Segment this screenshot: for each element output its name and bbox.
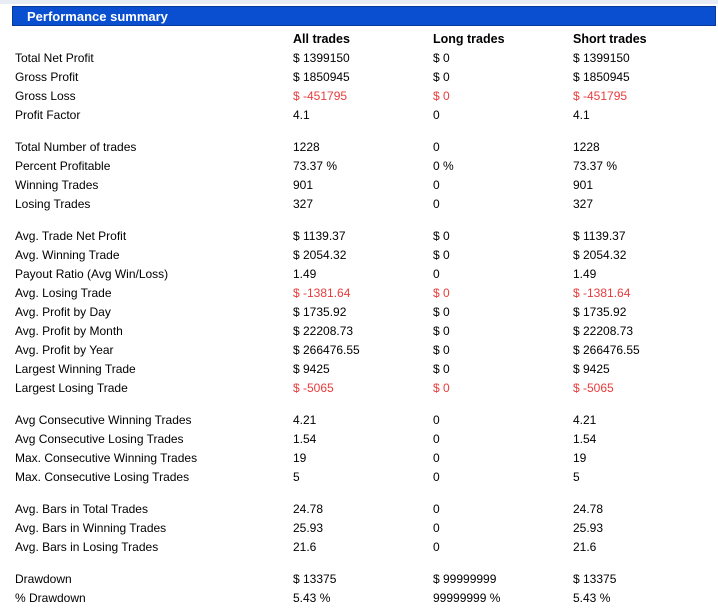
value-long-trades: 0 % xyxy=(433,159,454,173)
value-all-trades: $ 9425 xyxy=(293,362,330,376)
row-label: Avg. Bars in Losing Trades xyxy=(15,540,159,554)
row-label: Winning Trades xyxy=(15,178,99,192)
table-row xyxy=(0,411,718,430)
value-long-trades: 0 xyxy=(433,108,440,122)
value-all-trades: 5.43 % xyxy=(293,591,331,605)
value-short-trades: 901 xyxy=(573,178,594,192)
row-label: Payout Ratio (Avg Win/Loss) xyxy=(15,267,169,281)
table-row xyxy=(0,379,718,398)
value-all-trades: 19 xyxy=(293,451,307,465)
value-all-trades: 24.78 xyxy=(293,502,324,516)
value-short-trades: 25.93 xyxy=(573,521,604,535)
table-row xyxy=(0,157,718,176)
row-label: Avg Consecutive Winning Trades xyxy=(15,413,192,427)
table-row xyxy=(0,265,718,284)
value-short-trades: 73.37 % xyxy=(573,159,618,173)
value-long-trades: 0 xyxy=(433,432,440,446)
table-row xyxy=(0,303,718,322)
row-label: Gross Loss xyxy=(15,89,76,103)
table-row xyxy=(0,360,718,379)
table-row xyxy=(0,519,718,538)
value-all-trades: 1228 xyxy=(293,140,320,154)
row-label: Max. Consecutive Losing Trades xyxy=(15,470,190,484)
row-label: Total Number of trades xyxy=(15,140,137,154)
value-short-trades: $ 1735.92 xyxy=(573,305,627,319)
value-long-trades: $ 0 xyxy=(433,381,450,395)
table-row xyxy=(0,538,718,557)
value-long-trades: $ 0 xyxy=(433,343,450,357)
value-long-trades: 99999999 % xyxy=(433,591,501,605)
table-row xyxy=(0,500,718,519)
value-all-trades: $ 13375 xyxy=(293,572,337,586)
table-row xyxy=(0,246,718,265)
table-row xyxy=(0,176,718,195)
value-long-trades: 0 xyxy=(433,470,440,484)
value-short-trades: 19 xyxy=(573,451,587,465)
value-all-trades: $ 2054.32 xyxy=(293,248,347,262)
value-long-trades: $ 0 xyxy=(433,305,450,319)
table-row xyxy=(0,468,718,487)
value-long-trades: $ 0 xyxy=(433,362,450,376)
value-long-trades: $ 0 xyxy=(433,229,450,243)
row-label: Avg. Profit by Day xyxy=(15,305,111,319)
table-row xyxy=(0,449,718,468)
row-label: Profit Factor xyxy=(15,108,81,122)
value-short-trades: 4.1 xyxy=(573,108,590,122)
row-label: Avg. Profit by Year xyxy=(15,343,114,357)
value-long-trades: $ 0 xyxy=(433,70,450,84)
table-row xyxy=(0,49,718,68)
value-short-trades: $ 1850945 xyxy=(573,70,630,84)
value-short-trades: $ -451795 xyxy=(573,89,628,103)
value-all-trades: $ -5065 xyxy=(293,381,334,395)
section-title: Performance summary xyxy=(27,9,168,24)
value-short-trades: 1.54 xyxy=(573,432,597,446)
value-all-trades: 901 xyxy=(293,178,314,192)
value-all-trades: $ 1139.37 xyxy=(293,229,346,243)
value-short-trades: $ -5065 xyxy=(573,381,614,395)
row-label: Max. Consecutive Winning Trades xyxy=(15,451,198,465)
value-all-trades: $ -451795 xyxy=(293,89,348,103)
value-short-trades: 21.6 xyxy=(573,540,597,554)
row-label: Avg. Losing Trade xyxy=(15,286,112,300)
value-long-trades: 0 xyxy=(433,267,440,281)
value-short-trades: $ 13375 xyxy=(573,572,617,586)
value-long-trades: 0 xyxy=(433,413,440,427)
value-all-trades: $ 22208.73 xyxy=(293,324,354,338)
section-header xyxy=(12,6,716,26)
row-label: Avg. Profit by Month xyxy=(15,324,123,338)
table-row xyxy=(0,322,718,341)
value-long-trades: $ 0 xyxy=(433,286,450,300)
value-all-trades: $ 1735.92 xyxy=(293,305,347,319)
row-label: Drawdown xyxy=(15,572,72,586)
value-short-trades: $ 9425 xyxy=(573,362,610,376)
value-short-trades: 327 xyxy=(573,197,594,211)
row-label: Avg. Winning Trade xyxy=(15,248,120,262)
table-row xyxy=(0,87,718,106)
row-label: Avg. Trade Net Profit xyxy=(15,229,127,243)
value-long-trades: 0 xyxy=(433,451,440,465)
value-long-trades: 0 xyxy=(433,197,440,211)
value-long-trades: $ 0 xyxy=(433,89,450,103)
row-label: Largest Winning Trade xyxy=(15,362,136,376)
table-row xyxy=(0,138,718,157)
value-all-trades: 327 xyxy=(293,197,314,211)
column-header-short-trades: Short trades xyxy=(573,32,647,46)
top-border xyxy=(0,0,718,4)
table-row xyxy=(0,68,718,87)
table-row xyxy=(0,430,718,449)
value-short-trades: $ 2054.32 xyxy=(573,248,627,262)
table-row xyxy=(0,341,718,360)
column-header-all-trades: All trades xyxy=(293,32,350,46)
value-long-trades: 0 xyxy=(433,540,440,554)
value-short-trades: 24.78 xyxy=(573,502,604,516)
value-all-trades: 4.1 xyxy=(293,108,310,122)
table-row xyxy=(0,284,718,303)
row-label: Percent Profitable xyxy=(15,159,111,173)
value-all-trades: $ 1399150 xyxy=(293,51,350,65)
value-all-trades: 5 xyxy=(293,470,300,484)
value-long-trades: $ 0 xyxy=(433,51,450,65)
value-short-trades: $ 266476.55 xyxy=(573,343,640,357)
value-long-trades: $ 99999999 xyxy=(433,572,497,586)
value-short-trades: 4.21 xyxy=(573,413,597,427)
row-label: Avg. Bars in Total Trades xyxy=(15,502,148,516)
table-row xyxy=(0,106,718,125)
table-row xyxy=(0,227,718,246)
value-short-trades: $ 1399150 xyxy=(573,51,630,65)
value-long-trades: $ 0 xyxy=(433,324,450,338)
row-label: Gross Profit xyxy=(15,70,79,84)
value-long-trades: 0 xyxy=(433,178,440,192)
value-long-trades: $ 0 xyxy=(433,248,450,262)
row-label: Avg. Bars in Winning Trades xyxy=(15,521,167,535)
row-label: Total Net Profit xyxy=(15,51,94,65)
row-label: Losing Trades xyxy=(15,197,91,211)
row-label: Largest Losing Trade xyxy=(15,381,128,395)
table-row xyxy=(0,570,718,589)
value-short-trades: 1.49 xyxy=(573,267,597,281)
value-all-trades: $ 266476.55 xyxy=(293,343,360,357)
value-short-trades: $ 1139.37 xyxy=(573,229,626,243)
value-all-trades: 4.21 xyxy=(293,413,317,427)
value-long-trades: 0 xyxy=(433,502,440,516)
table-row xyxy=(0,589,718,608)
value-all-trades: 1.49 xyxy=(293,267,317,281)
value-all-trades: 73.37 % xyxy=(293,159,338,173)
value-short-trades: 5 xyxy=(573,470,580,484)
row-label: Avg Consecutive Losing Trades xyxy=(15,432,184,446)
row-label: % Drawdown xyxy=(15,591,86,605)
value-short-trades: 5.43 % xyxy=(573,591,611,605)
column-header-long-trades: Long trades xyxy=(433,32,505,46)
value-short-trades: $ 22208.73 xyxy=(573,324,634,338)
table-row xyxy=(0,195,718,214)
value-long-trades: 0 xyxy=(433,140,440,154)
value-all-trades: 1.54 xyxy=(293,432,317,446)
value-all-trades: $ -1381.64 xyxy=(293,286,351,300)
value-all-trades: $ 1850945 xyxy=(293,70,350,84)
value-short-trades: $ -1381.64 xyxy=(573,286,631,300)
value-long-trades: 0 xyxy=(433,521,440,535)
value-all-trades: 21.6 xyxy=(293,540,317,554)
value-all-trades: 25.93 xyxy=(293,521,324,535)
value-short-trades: 1228 xyxy=(573,140,600,154)
